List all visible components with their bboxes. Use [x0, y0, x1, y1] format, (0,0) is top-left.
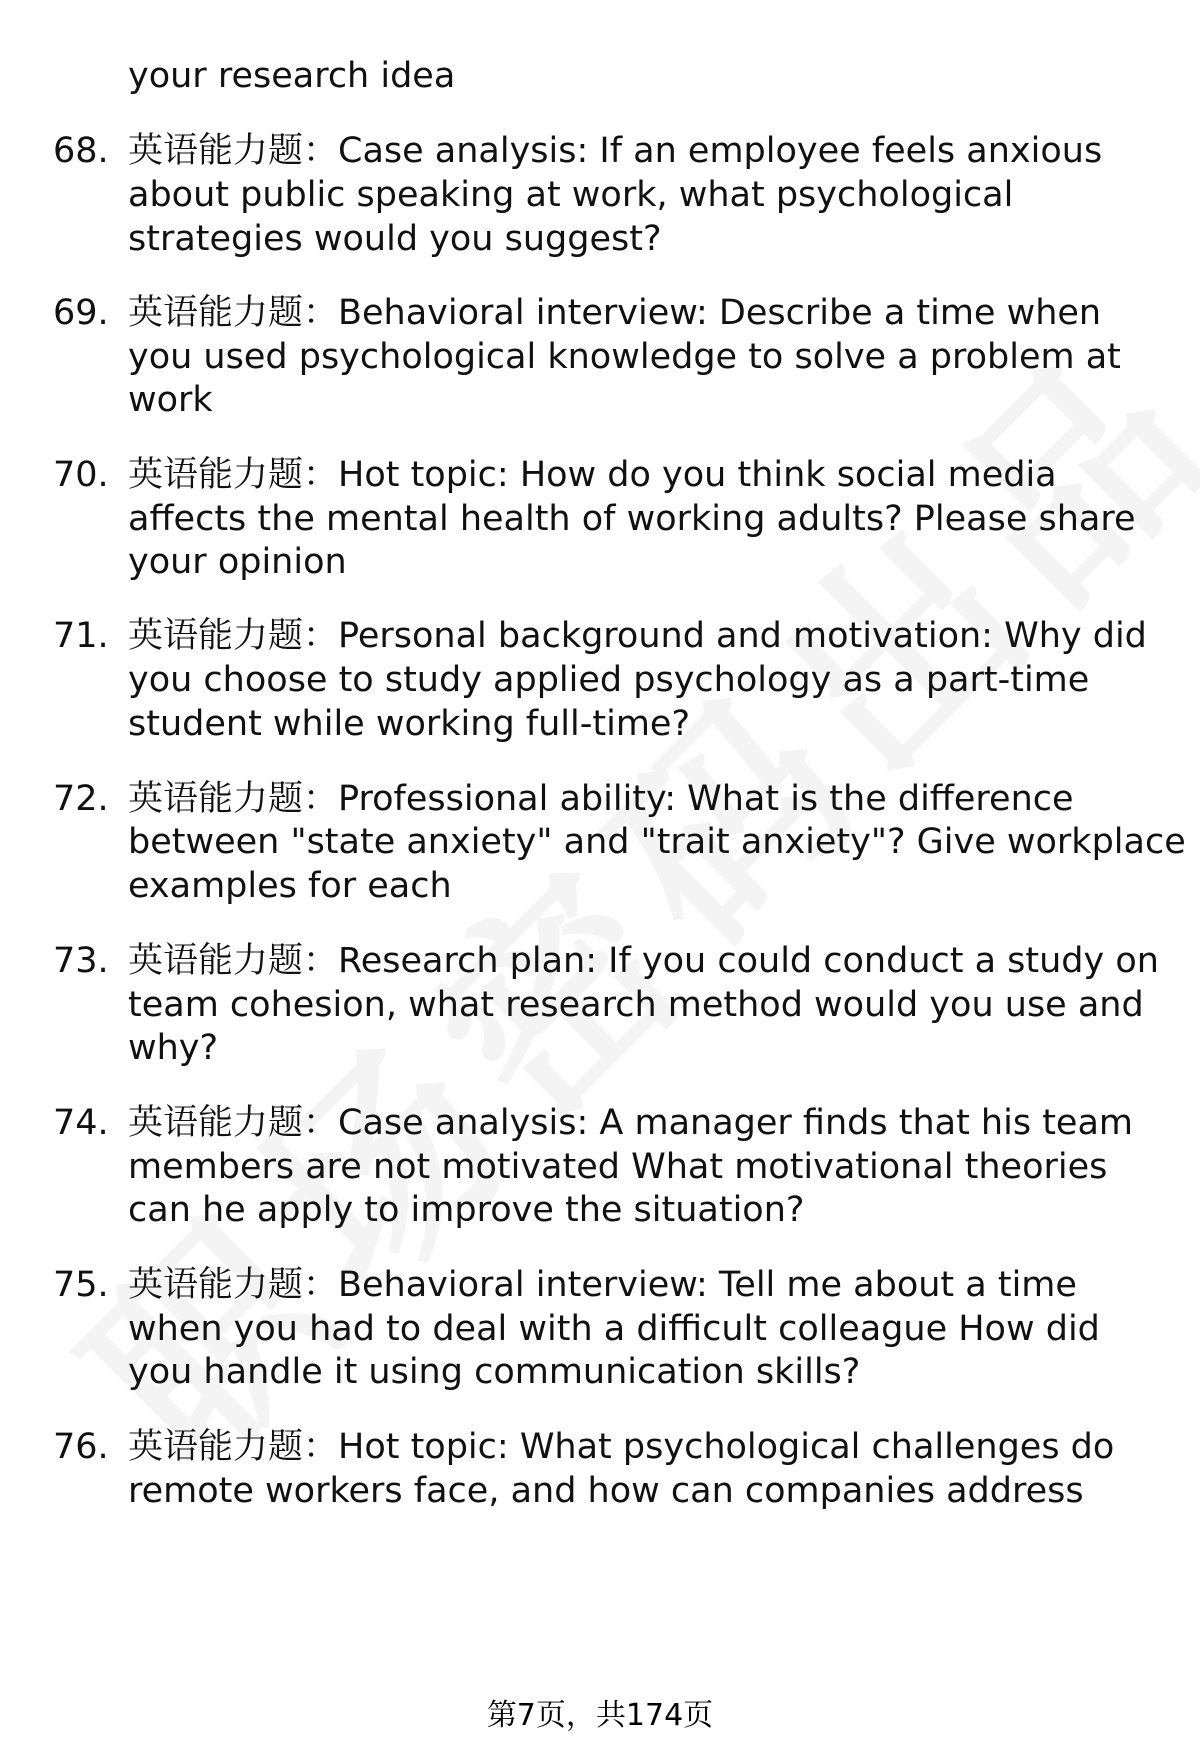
question-line: you choose to study applied psychology as a part-time: [128, 660, 1090, 700]
question-line: you used psychological knowledge to solve a problem at: [128, 337, 1121, 377]
question-line: 英语能力题：Personal background and motivation: Why did: [128, 616, 1147, 656]
question-number: 71.: [53, 616, 109, 656]
question-number: 76.: [53, 1427, 109, 1467]
question-line: members are not motivated What motivational theories: [128, 1147, 1108, 1187]
question-line: when you had to deal with a difficult colleague How did: [128, 1309, 1100, 1349]
question-line: strategies would you suggest?: [128, 219, 662, 259]
question-line: affects the mental health of working adults? Please share: [128, 499, 1136, 539]
question-line: why?: [128, 1028, 219, 1068]
question-line: remote workers face, and how can companies address: [128, 1471, 1084, 1511]
question-line: your opinion: [128, 542, 347, 582]
question-line: 英语能力题：Hot topic: What psychological challenges do: [128, 1427, 1115, 1467]
continuation-text: your research idea: [128, 56, 456, 96]
question-line: 英语能力题：Professional ability: What is the difference: [128, 779, 1074, 819]
question-number: 74.: [53, 1103, 109, 1143]
question-number: 73.: [53, 941, 109, 981]
question-line: 英语能力题：Behavioral interview: Tell me about a time: [128, 1265, 1077, 1305]
question-number: 70.: [53, 455, 109, 495]
question-line: between "state anxiety" and "trait anxiety"? Give workplace: [128, 822, 1186, 862]
question-line: can he apply to improve the situation?: [128, 1190, 805, 1230]
question-line: work: [128, 380, 213, 420]
question-line: student while working full-time?: [128, 704, 691, 744]
question-line: 英语能力题：Case analysis: If an employee feels anxious: [128, 131, 1103, 171]
question-line: 英语能力题：Behavioral interview: Describe a time when: [128, 293, 1102, 333]
question-number: 68.: [53, 131, 109, 171]
question-line: examples for each: [128, 866, 452, 906]
question-number: 72.: [53, 779, 109, 819]
page-footer: 第7页，共174页: [486, 1698, 714, 1733]
question-line: you handle it using communication skills?: [128, 1352, 861, 1392]
question-line: 英语能力题：Case analysis: A manager finds that his team: [128, 1103, 1133, 1143]
question-line: 英语能力题：Research plan: If you could conduct a study on: [128, 941, 1159, 981]
question-line: 英语能力题：Hot topic: How do you think social media: [128, 455, 1057, 495]
question-number: 75.: [53, 1265, 109, 1305]
question-line: team cohesion, what research method would you use and: [128, 985, 1144, 1025]
question-number: 69.: [53, 293, 109, 333]
question-line: about public speaking at work, what psychological: [128, 175, 1014, 215]
